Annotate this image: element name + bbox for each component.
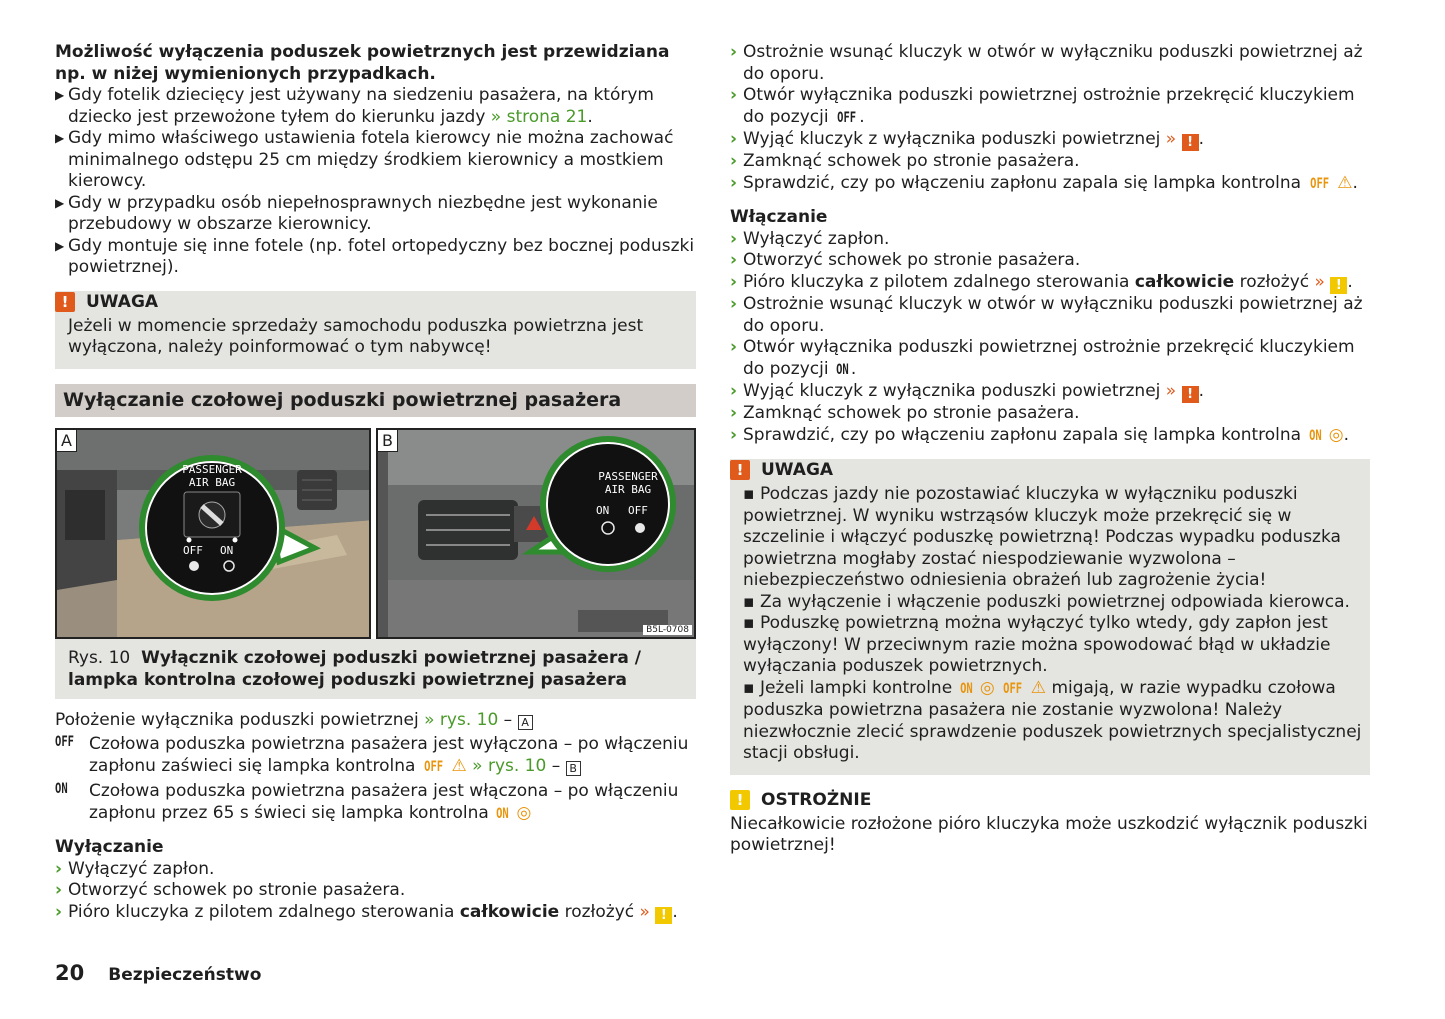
caution-icon: ! (730, 790, 750, 810)
list-item: › Pióro kluczyka z pilotem zdalnego sterowania całkowicie rozłożyć » ! . (55, 901, 678, 923)
switch-label: PASSENGER AIR BAG (182, 462, 242, 489)
intro-text: Możliwość wyłączenia poduszek powietrznych jest przewidziana np. w niżej wymienionych przypadkach. (55, 42, 670, 84)
list-item: › Wyłączyć zapłon. (55, 858, 215, 879)
list-item: ▶ Gdy montuje się inne fotele (np. fotel ortopedyczny bez bocznej poduszki powietrznej). (55, 235, 695, 277)
warning-item: ▪ Poduszkę powietrzną można wyłączyć tylko wtedy, gdy zapłon jest wyłączony! W przeciwnym razie można spowodować błąd w układzie wyłączania poduszek powietrznych. (743, 613, 1331, 677)
figure-code: B5L-0708 (643, 625, 692, 635)
list-item: › Pióro kluczyka z pilotem zdalnego sterowania całkowicie rozłożyć » ! . (730, 271, 1353, 293)
on-heading: Włączanie (730, 207, 828, 228)
warning-item: ▪ Za wyłączenie i włączenie poduszki powietrznej odpowiada kierowca. (743, 591, 1350, 612)
bullet-text: Gdy w przypadku osób niepełnosprawnych niezbędne jest wykonanie przebudowy w obszarze kierownicy. (68, 192, 658, 234)
list-item: › Zamknąć schowek po stronie pasażera. (730, 151, 1080, 172)
warning-icon: ! (1182, 386, 1199, 403)
indicator-on-label: ON (596, 503, 610, 517)
list-item: ▶ Gdy fotelik dziecięcy jest używany na siedzeniu pasażera, na którym dziecko jest przewożone tyłem do kierunku jazdy » strona 21. (55, 85, 654, 127)
list-item: › Wyłączyć zapłon. (730, 228, 890, 249)
dashboard-illustration-b (378, 430, 696, 639)
off-heading: Wyłączanie (55, 837, 164, 857)
caution-title: OSTROŻNIE (761, 789, 872, 810)
list-item: ▶ Gdy mimo właściwego ustawienia fotela kierowcy nie można zachować minimalnego odstępu 25 cm między środkiem kierownicy a mostkiem kierowcy. (55, 128, 696, 193)
warning-item: ▪ Jeżeli lampki kontrolne ON ◎ OFF ⚠ migają, w razie wypadku czołowa poduszka powietrzna pasażera nie zostanie wyzwolona! Należy niezwłocznie zlecić sprawdzenie poduszek powietrznych specjalistycznej stacji obsługi. (743, 677, 1362, 764)
list-item: › Wyjąć kluczyk z wyłącznika poduszki powietrznej » ! . (730, 129, 1205, 150)
list-item: › Ostrożnie wsunąć kluczyk w otwór w wyłączniku poduszki powietrznej aż do oporu. (730, 294, 1363, 336)
state-off: OFF Czołowa poduszka powietrzna pasażera jest wyłączona – po włączeniu zapłonu zaświeci się lampka kontrolna OFF ⚠ » rys. 10 – B (55, 734, 696, 778)
list-item: › Otworzyć schowek po stronie pasażera. (55, 880, 406, 900)
on-lamp-icon: ON (496, 805, 510, 822)
warning-icon: ! (55, 292, 75, 312)
bullet-text: Gdy montuje się inne fotele (np. fotel ortopedyczny bez bocznej poduszki powietrznej). (68, 235, 695, 277)
list-item: › Zamknąć schowek po stronie pasażera. (730, 403, 1080, 424)
figure-link[interactable]: » rys. 10 (472, 755, 547, 776)
figure-panel-b (376, 428, 696, 639)
list-item: ▶ Gdy w przypadku osób niepełnosprawnych niezbędne jest wykonanie przebudowy w obszarze kierownicy. (55, 193, 696, 236)
list-item: › Otwór wyłącznika poduszki powietrznej ostrożnie przekręcić kluczykiem do pozycji OFF . (730, 85, 1370, 129)
warning-text: Jeżeli w momencie sprzedaży samochodu poduszka powietrzna jest wyłączona, należy poinformować o tym nabywcę! (68, 315, 644, 357)
indicator-off-label: OFF (628, 503, 648, 517)
off-lamp-icon: OFF (423, 758, 443, 775)
section-title: Wyłączanie czołowej poduszki powietrznej pasażera (55, 384, 696, 417)
switch-off-label: OFF (183, 543, 203, 557)
bullet-text: Gdy fotelik dziecięcy jest używany na siedzeniu pasażera, na którym dziecko jest przewożone tyłem do kierunku jazdy (68, 85, 654, 127)
indicator-label: PASSENGER AIR BAG (598, 469, 658, 496)
bullet-text: Gdy mimo właściwego ustawienia fotela kierowcy nie można zachować minimalnego odstępu 25 cm między środkiem kierownicy a mostkiem kierowcy. (68, 128, 674, 191)
figure-link[interactable]: » rys. 10 (424, 709, 499, 730)
warning-item: ▪ Podczas jazdy nie pozostawiać kluczyka w wyłączniku poduszki powietrznej. W wyniku wstrząsów kluczyk może przekręcić się w szczelinie i włączyć poduszkę powietrzną! Podczas wypadku poduszka powietrzna mogłaby zostać niespodziewanie wyzwolona – niebezpieczeństwo odniesienia obrażeń lub zagrożenie życia! (743, 484, 1341, 591)
on-symbol: ON (55, 781, 68, 797)
on-lamp-icon: ON (1308, 427, 1322, 444)
caution-text: Niecałkowicie rozłożone pióro kluczyka może uszkodzić wyłącznik poduszki powietrznej! (730, 813, 1368, 856)
left-column (55, 42, 696, 924)
figure-label-b: B (378, 430, 398, 452)
position-line: Położenie wyłącznika poduszki powietrznej » rys. 10 – A (55, 710, 696, 732)
off-symbol: OFF (55, 734, 74, 750)
figure-panel-a (55, 428, 371, 639)
figure (55, 428, 696, 639)
warning-title: UWAGA (761, 460, 834, 481)
page-link[interactable]: » strona 21 (490, 106, 588, 127)
warning-icon: ! (730, 460, 750, 480)
warning-title: UWAGA (86, 291, 159, 312)
list-item: › Sprawdzić, czy po włączeniu zapłonu zapala się lampka kontrolna ON ◎. (730, 425, 1370, 448)
switch-on-label: ON (220, 543, 234, 557)
warning-box (730, 459, 1370, 775)
chapter-title: Bezpieczeństwo (108, 965, 262, 985)
figure-label-a: A (57, 430, 77, 452)
dashboard-illustration-a (57, 430, 371, 639)
caution-box (730, 789, 1370, 857)
warning-box (55, 291, 696, 369)
figure-caption: Rys. 10 Wyłącznik czołowej poduszki powietrznej pasażera / lampka kontrolna czołowej poduszki powietrznej pasażera (55, 639, 696, 699)
right-column (730, 42, 1370, 857)
list-item: › Ostrożnie wsunąć kluczyk w otwór w wyłączniku poduszki powietrznej aż do oporu. (730, 42, 1363, 84)
caution-icon: ! (1330, 277, 1347, 294)
list-item: › Wyjąć kluczyk z wyłącznika poduszki powietrznej » ! . (730, 381, 1205, 402)
caution-icon: ! (655, 907, 672, 924)
page-number: 20 (55, 961, 85, 985)
off-lamp-icon: OFF (1309, 175, 1329, 192)
on-symbol: ON (836, 361, 849, 378)
list-item: › Otwór wyłącznika poduszki powietrznej ostrożnie przekręcić kluczykiem do pozycji ON . (730, 337, 1370, 381)
page-footer (55, 961, 261, 985)
off-symbol: OFF (837, 109, 857, 126)
state-on: ON Czołowa poduszka powietrzna pasażera jest włączona – po włączeniu zapłonu przez 65 s świeci się lampka kontrolna ON ◎ (55, 781, 696, 825)
list-item: › Otworzyć schowek po stronie pasażera. (730, 250, 1081, 271)
warning-icon: ! (1182, 134, 1199, 151)
list-item: › Sprawdzić, czy po włączeniu zapłonu zapala się lampka kontrolna OFF ⚠. (730, 173, 1370, 196)
